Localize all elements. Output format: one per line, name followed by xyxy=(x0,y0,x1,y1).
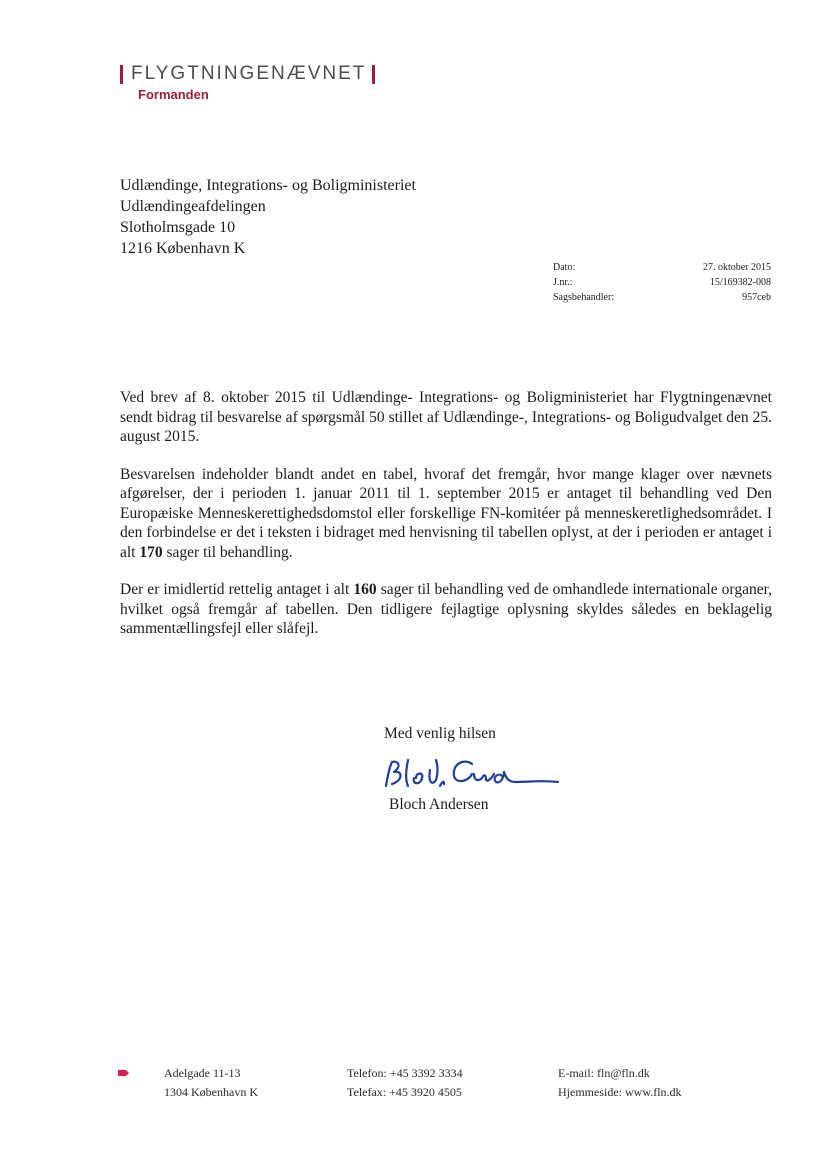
highlighted-number: 160 xyxy=(353,581,377,598)
department-name: Formanden xyxy=(138,87,209,102)
meta-row-case-officer xyxy=(553,290,771,305)
recipient-line: Udlændinge, Integrations- og Boligministeriet xyxy=(120,177,416,194)
letter-meta xyxy=(553,260,771,305)
highlighted-number: 170 xyxy=(139,543,163,561)
recipient-line: Slotholmsgade 10 xyxy=(120,219,236,236)
signer-name: Bloch Andersen xyxy=(389,796,489,813)
footer-phone-fax xyxy=(347,1064,463,1102)
footer-email: E-mail: fln@fln.dk xyxy=(558,1066,650,1080)
paragraph-2 xyxy=(120,465,772,563)
footer-phone: Telefon: +45 3392 3334 xyxy=(347,1066,463,1080)
footer-fax: Telefax: +45 3920 4505 xyxy=(347,1085,462,1099)
logo-bar-left xyxy=(120,65,123,84)
footer-bullet-icon xyxy=(117,1069,130,1077)
meta-label: Dato: xyxy=(553,262,576,273)
recipient-line: 1216 København K xyxy=(120,240,246,257)
meta-row-journal xyxy=(553,275,771,290)
letter-body xyxy=(120,388,772,657)
handwritten-signature xyxy=(378,752,568,796)
meta-value: 27. oktober 2015 xyxy=(702,262,771,273)
paragraph-text: sager til behandling. xyxy=(162,543,293,561)
footer-address xyxy=(164,1064,258,1102)
paragraph-text: Besvarelsen indeholder blandt andet en tabel, hvoraf det fremgår, hvor mange klager over nævnets afgørelser, der i perioden 1. januar 2011 til 1. september 2015 er antaget til behandling ved Den Europæiske Menneskerettighedsdomstol eller forskellige FN-komitéer på menneskeretlighedsområdet. I den forbindelse er det i teksten i bidraget med henvisning til tabellen oplyst, at der i perioden er antaget i alt xyxy=(120,465,772,561)
meta-value: 957ceb xyxy=(742,292,771,303)
meta-row-date xyxy=(553,260,771,275)
recipient-address xyxy=(120,175,416,259)
paragraph-3 xyxy=(120,580,772,639)
recipient-line: Udlændingeafdelingen xyxy=(120,198,266,215)
meta-label: Sagsbehandler: xyxy=(553,292,615,303)
closing-greeting: Med venlig hilsen xyxy=(384,725,496,742)
footer-address-line: Adelgade 11-13 xyxy=(164,1066,241,1080)
footer-address-line: 1304 København K xyxy=(164,1085,258,1099)
letterhead-logo xyxy=(120,62,375,86)
footer-web xyxy=(558,1064,682,1102)
paragraph-1: Ved brev af 8. oktober 2015 til Udlændinge- Integrations- og Boligministeriet har Flygtningenævnet sendt bidrag til besvarelse af spørgsmål 50 stillet af Udlændinge-, Integrations- og Boligudvalget den 25. august 2015. xyxy=(120,389,772,445)
footer-website: Hjemmeside: www.fln.dk xyxy=(558,1085,682,1099)
meta-value: 15/169382-008 xyxy=(709,277,771,288)
logo-bar-right xyxy=(372,65,375,84)
meta-label: J.nr.: xyxy=(553,277,573,288)
organization-name: FLYGTNINGENÆVNET xyxy=(131,63,367,84)
paragraph-text: sager til behandling ved de omhandlede internationale organer, hvilket også fremgår af tabellen. Den tidligere fejlagtige oplysning skyldes således en beklagelig sammentællingsfejl eller slåfejl. xyxy=(120,581,772,637)
paragraph-text: Der er imidlertid rettelig antaget i alt xyxy=(120,581,354,598)
